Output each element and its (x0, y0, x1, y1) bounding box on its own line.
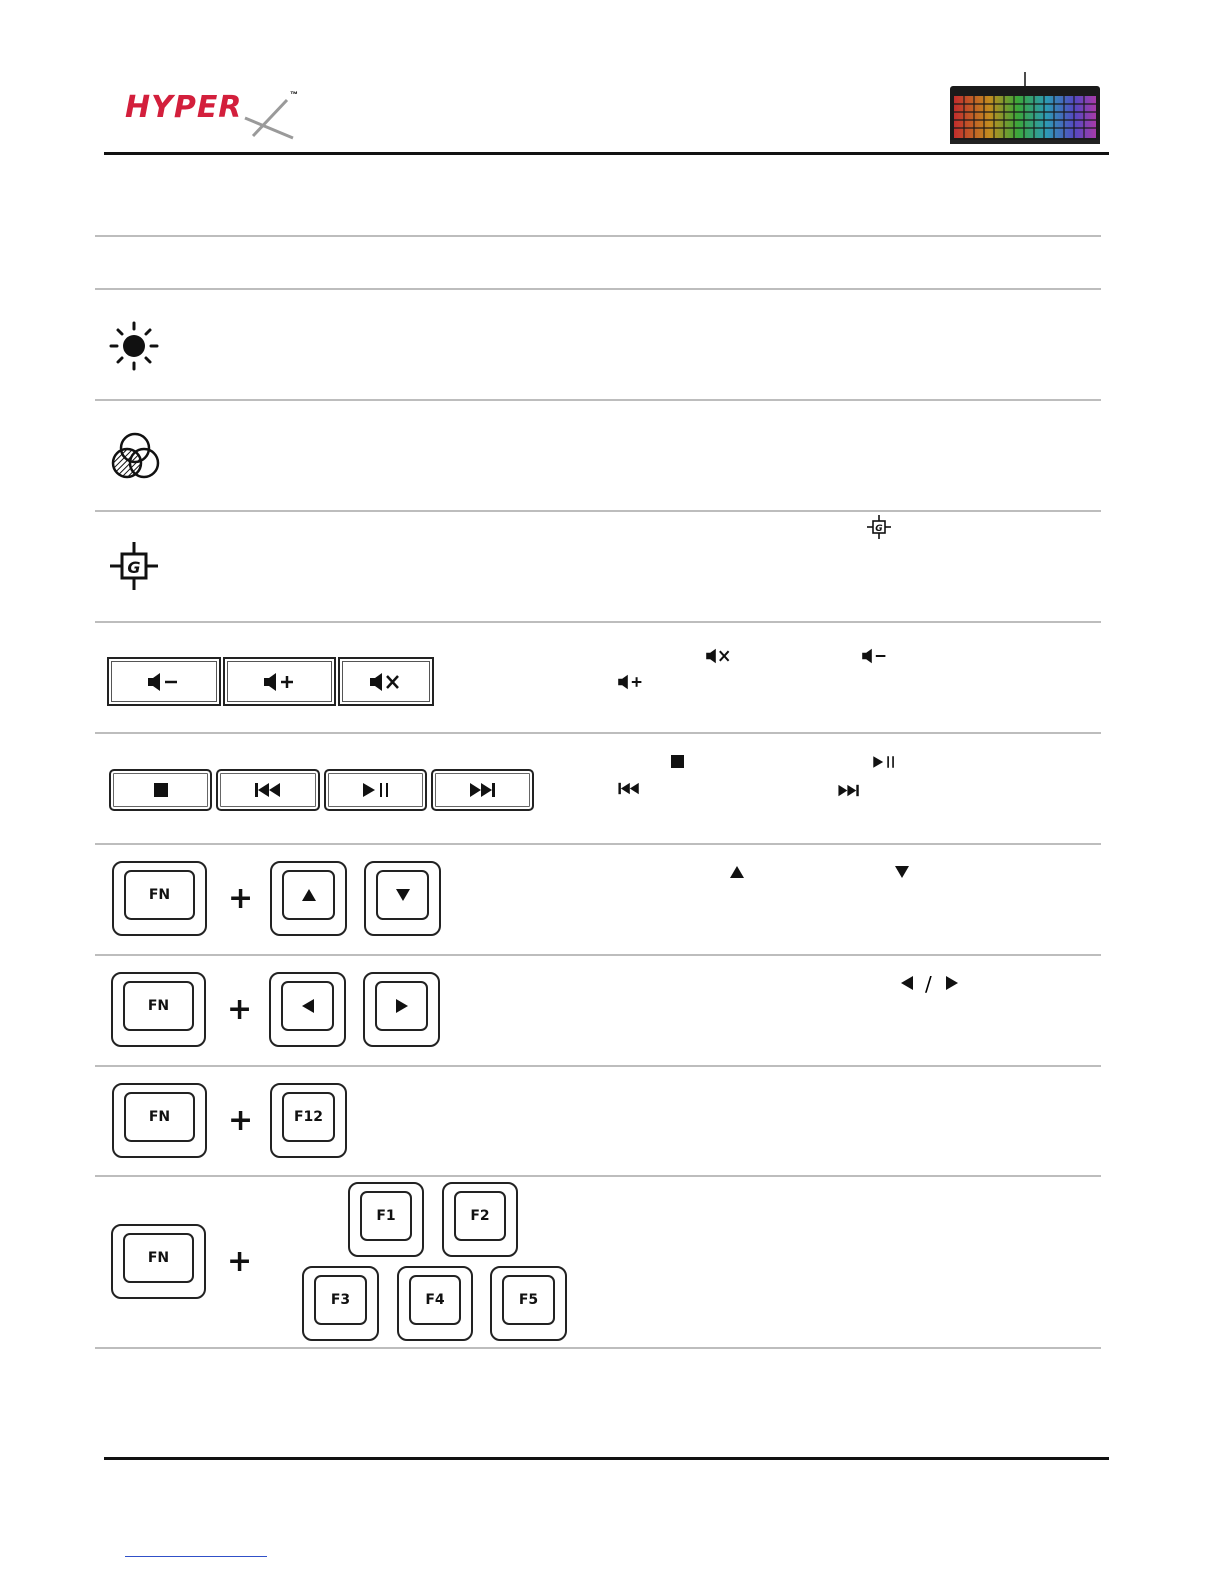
play-pause-icon (359, 780, 393, 800)
slash-separator: / (925, 972, 932, 996)
f2-key-label: F2 (470, 1208, 490, 1224)
footer-rule (104, 1457, 1109, 1460)
table-bottom-rule (95, 1347, 1101, 1349)
header-row-rule (95, 288, 1101, 290)
fn-key-label: FN (148, 887, 171, 903)
svg-text:G: G (127, 558, 141, 577)
arrow-right-icon (945, 975, 959, 996)
volume-up-icon (615, 672, 647, 697)
footer-link-underline[interactable] (125, 1556, 267, 1557)
previous-track-icon (616, 780, 642, 802)
game-mode-icon (106, 538, 164, 596)
fn-key-label: FN (147, 998, 170, 1014)
f1-key[interactable] (348, 1182, 424, 1257)
next-track-icon (467, 780, 499, 800)
color-mode-icon (106, 430, 164, 488)
arrow-down-icon (395, 888, 411, 902)
row-rule (95, 1065, 1101, 1067)
trademark-symbol: ™ (290, 90, 298, 99)
f12-key[interactable] (270, 1083, 347, 1158)
arrow-left-icon (900, 975, 914, 996)
f3-key-label: F3 (330, 1292, 351, 1308)
row-rule (95, 954, 1101, 956)
row-rule (95, 843, 1101, 845)
row-rule (95, 1175, 1101, 1177)
plus-sign: + (228, 881, 254, 916)
row-rule (95, 621, 1101, 623)
hyperx-logo (125, 88, 305, 140)
arrow-left-key[interactable] (269, 972, 346, 1047)
game-mode-icon (866, 514, 892, 545)
mute-icon (703, 646, 735, 671)
volume-up-icon (260, 670, 300, 694)
row-rule (95, 732, 1101, 734)
mute-key[interactable] (338, 657, 434, 706)
stop-icon (670, 754, 686, 775)
fn-key[interactable] (112, 861, 207, 936)
f3-key[interactable] (302, 1266, 379, 1341)
mute-icon (366, 670, 406, 694)
f4-key[interactable] (397, 1266, 473, 1341)
fn-key[interactable] (112, 1083, 207, 1158)
arrow-up-icon (729, 865, 745, 884)
play-pause-icon (870, 753, 898, 776)
arrow-right-key[interactable] (363, 972, 440, 1047)
fn-key-label: FN (147, 1250, 170, 1266)
fn-key-label: FN (148, 1109, 171, 1125)
plus-sign: + (228, 1103, 254, 1138)
plus-sign: + (227, 1244, 253, 1279)
stop-icon (151, 780, 171, 800)
brightness-icon (106, 318, 164, 376)
f4-key-label: F4 (425, 1292, 445, 1308)
arrow-down-key[interactable] (364, 861, 441, 936)
next-track-key[interactable] (431, 769, 534, 811)
volume-down-icon (144, 670, 184, 694)
arrow-up-icon (301, 888, 317, 902)
keyboard-image (948, 72, 1102, 146)
arrow-up-key[interactable] (270, 861, 347, 936)
row-rule (95, 510, 1101, 512)
fn-key[interactable] (111, 972, 206, 1047)
previous-track-icon (252, 780, 284, 800)
play-pause-key[interactable] (324, 769, 427, 811)
fn-key[interactable] (111, 1224, 206, 1299)
table-top-rule (95, 235, 1101, 237)
arrow-down-icon (894, 865, 910, 884)
stop-key[interactable] (109, 769, 212, 811)
f2-key[interactable] (442, 1182, 518, 1257)
previous-track-key[interactable] (216, 769, 320, 811)
plus-sign: + (227, 992, 253, 1027)
f5-key[interactable] (490, 1266, 567, 1341)
row-rule (95, 399, 1101, 401)
f1-key-label: F1 (376, 1208, 396, 1224)
volume-down-key[interactable] (107, 657, 221, 706)
brand-wordmark: HYPER (125, 90, 243, 125)
header-rule (104, 152, 1109, 155)
f5-key-label: F5 (518, 1292, 539, 1308)
next-track-icon (836, 782, 862, 804)
arrow-left-icon (301, 998, 315, 1014)
arrow-right-icon (395, 998, 409, 1014)
volume-down-icon (859, 646, 891, 671)
svg-text:G: G (875, 524, 883, 534)
f12-key-label: F12 (293, 1109, 324, 1125)
volume-up-key[interactable] (223, 657, 336, 706)
